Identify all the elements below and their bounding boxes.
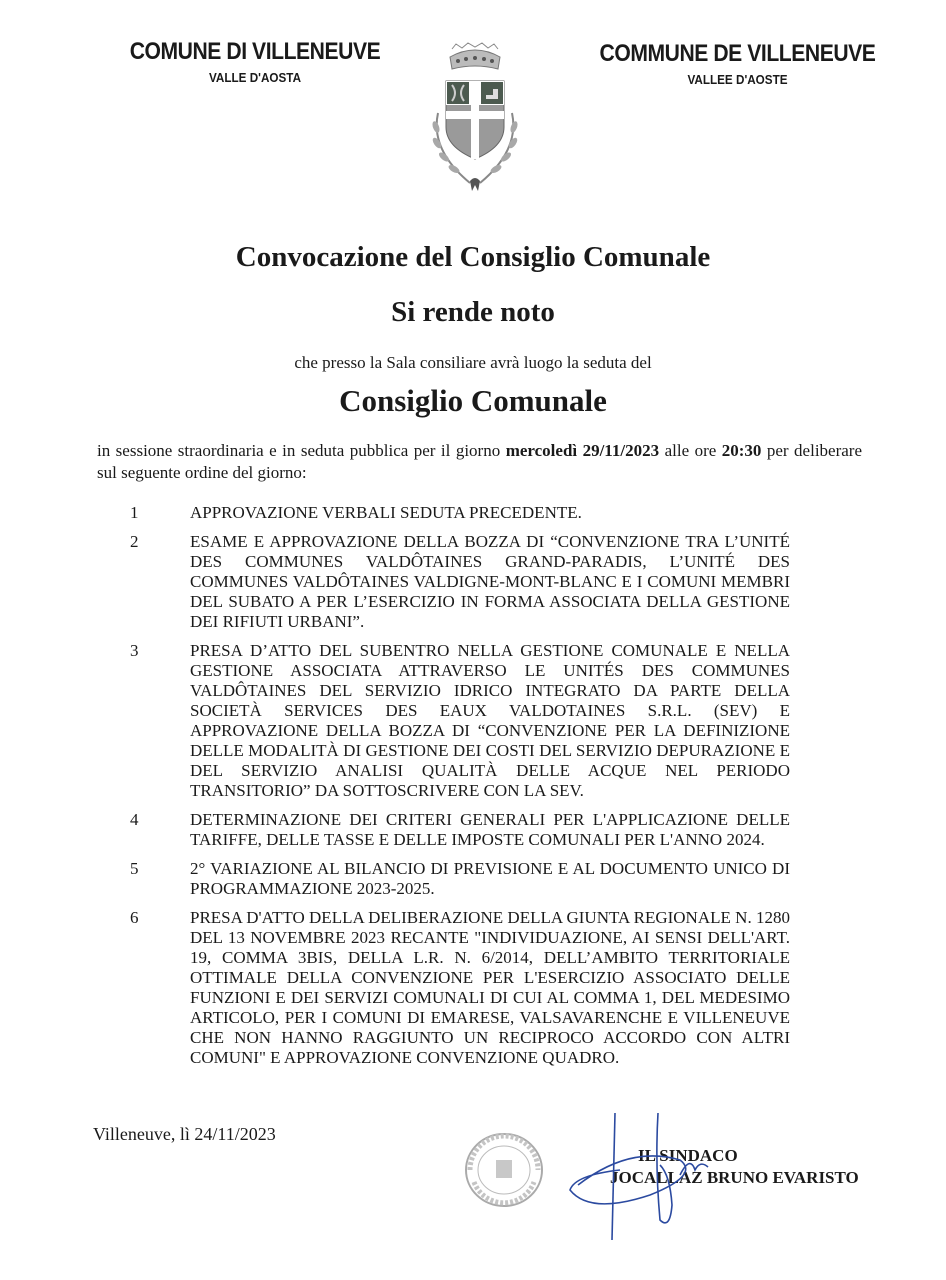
agenda-item [130, 908, 790, 1068]
agenda-list [130, 503, 790, 1077]
signatory-name: JOCALLAZ BRUNO EVARISTO [610, 1168, 859, 1187]
intro-text-3: per deliberare sul seguente ordine del giorno: [97, 441, 863, 482]
signatory-role: IL SINDACO [638, 1146, 738, 1165]
agenda-item [130, 532, 790, 632]
place-and-date: Villeneuve, lì 24/11/2023 [93, 1124, 276, 1144]
session-intro [97, 440, 862, 484]
venue-line: che presso la Sala consiliare avrà luogo la seduta del [294, 353, 652, 372]
document-title: Convocazione del Consiglio Comunale [235, 241, 711, 273]
session-time: 20:30 [721, 441, 762, 460]
agenda-item-number: 3 [130, 641, 139, 660]
coat-of-arms-icon [420, 35, 530, 195]
handwritten-signature-icon [530, 1105, 730, 1245]
agenda-item-text: 2° VARIAZIONE AL BILANCIO DI PREVISIONE E AL DOCUMENTO UNICO DI PROGRAMMAZIONE 2023-2025. [190, 859, 790, 898]
agenda-item-text: ESAME E APPROVAZIONE DELLA BOZZA DI “CONVENZIONE TRA L’UNITÉ DES COMMUNES VALDÔTAINES GRAND-PARADIS, L’UNITÉ DES COMMUNES VALDÔTAINES VALDIGNE-MONT-BLANC E I COMUNI MEMBRI DEL SUBATO A PER L’ESERCIZIO IN FORMA ASSOCIATA DELLA GESTIONE DEI RIFIUTI URBANI”. [190, 532, 790, 631]
header-right [575, 40, 900, 87]
agenda-item-text: DETERMINAZIONE DEI CRITERI GENERALI PER L'APPLICAZIONE DELLE TARIFFE, DELLE TASSE E DELLE IMPOSTE COMUNALI PER L'ANNO 2024. [190, 810, 790, 849]
agenda-item-text: PRESA D’ATTO DEL SUBENTRO NELLA GESTIONE COMUNALE E NELLA GESTIONE ASSOCIATA ATTRAVERSO LE UNITÉS DES COMMUNES VALDÔTAINES DEL SERVIZIO IDRICO INTEGRATO DA PARTE DELLA SOCIETÀ SERVICES DES EAUX VALDOTAINES S.R.L. (SEV) E APPROVAZIONE DELLA BOZZA DI “CONVENZIONE PER LA DEFINIZIONE DELLE MODALITÀ DI GESTIONE DEI COSTI DEL SERVIZIO DEPURAZIONE E DEL SERVIZIO ANALISI QUALITÀ DELLE ACQUE NEL PERIODO TRANSITORIO” DA SOTTOSCRIVERE CON LA SEV. [190, 641, 790, 800]
agenda-item-number: 1 [130, 503, 139, 522]
council-heading: Consiglio Comunale [339, 383, 607, 418]
agenda-item-number: 6 [130, 908, 139, 927]
agenda-item-number: 5 [130, 859, 139, 878]
agenda-item [130, 503, 790, 523]
intro-text-2: alle ore [659, 441, 722, 460]
header-left-title: COMUNE DI VILLENEUVE [129, 38, 381, 65]
agenda-item [130, 810, 790, 850]
agenda-item-text: APPROVAZIONE VERBALI SEDUTA PRECEDENTE. [190, 503, 582, 522]
notice-heading: Si rende noto [391, 296, 555, 328]
agenda-item-number: 2 [130, 532, 139, 551]
header-right-title: COMMUNE DE VILLENEUVE [599, 40, 876, 67]
session-date: mercoledì 29/11/2023 [505, 441, 660, 460]
agenda-item [130, 641, 790, 801]
header-right-subtitle: VALLEE D'AOSTE [687, 72, 788, 87]
agenda-item-number: 4 [130, 810, 139, 829]
header-left [95, 38, 415, 85]
header-left-subtitle: VALLE D'AOSTA [208, 70, 302, 85]
agenda-item-text: PRESA D'ATTO DELLA DELIBERAZIONE DELLA GIUNTA REGIONALE N. 1280 DEL 13 NOVEMBRE 2023 RECANTE "INDIVIDUAZIONE, AI SENSI DELL'ART. 19, COMMA 3BIS, DELLA L.R. N. 6/2014, DELL’AMBITO TERRITORIALE OTTIMALE DELLA CONVENZIONE PER L'ESERCIZIO ASSOCIATO DELLE FUNZIONI E DEI SERVIZI COMUNALI DI CUI AL COMMA 1, DEL MEDESIMO ARTICOLO, PER I COMUNI DI EMARESE, VALSAVARENCHE E VILLENEUVE CHE NON HANNO RAGGIUNTO UN RECIPROCO ACCORDO CON ALTRI COMUNI" E APPROVAZIONE CONVENZIONE QUADRO. [190, 908, 790, 1067]
intro-text-1: in sessione straordinaria e in seduta pubblica per il giorno [97, 441, 506, 460]
agenda-item [130, 859, 790, 899]
